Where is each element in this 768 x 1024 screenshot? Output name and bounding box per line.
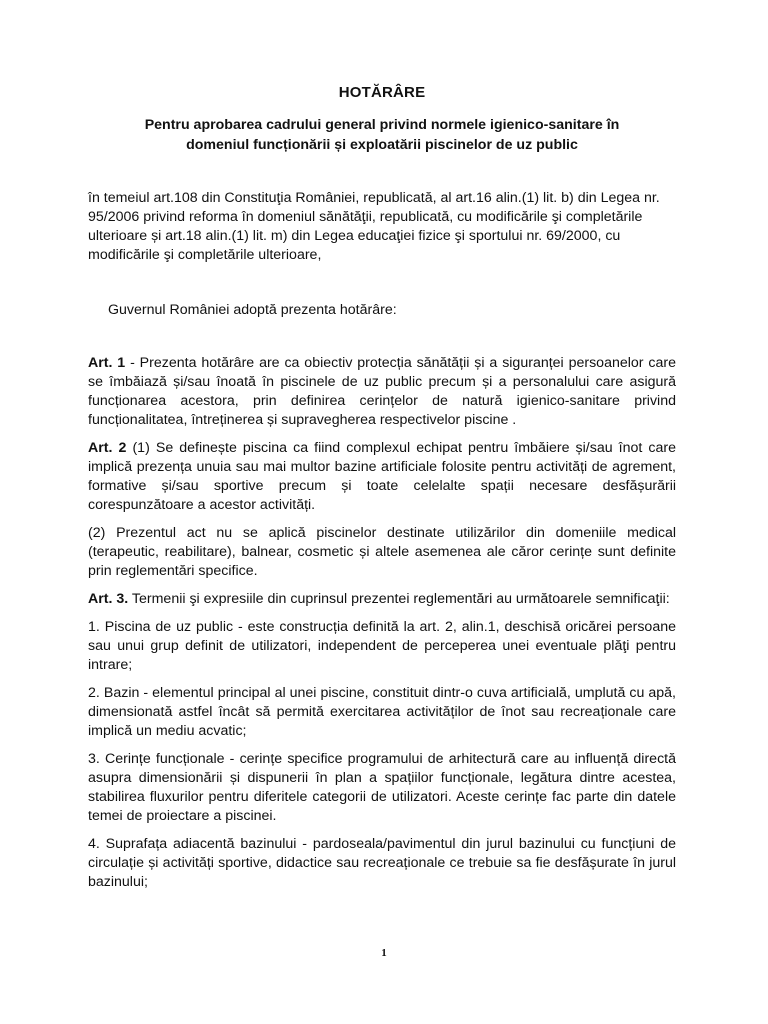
document-page <box>88 80 676 901</box>
article-2-paragraph <box>88 439 676 515</box>
paragraph-text: (1) Se definește piscina ca fiind complexul echipat pentru îmbăiere și/sau înot care implică prezența unuia sau mai multor bazine artificiale folosite pentru activități de agrement, formative și/sau sportive precum și toate celelalte spații necesare desfășurării corespunzătoare a acestor activități. <box>88 440 676 513</box>
article-2-alin-2-paragraph <box>88 524 676 581</box>
government-statement: Guvernul României adoptă prezenta hotărâre: <box>108 302 397 318</box>
preamble-paragraph: în temeiul art.108 din Constituţia României, republicată, al art.16 alin.(1) lit. b) din Legea nr. 95/2006 privind reforma în domeniul sănătăţii, republicată, cu modificările şi completările ulterioare și art.18 alin.(1) lit. m) din Legea educaţiei fizice şi sportului nr. 69/2000, cu modificările şi completările ulterioare, <box>88 190 660 263</box>
article-label: Art. 1 <box>88 355 126 371</box>
paragraph-text: 2. Bazin - elementul principal al unei piscine, constituit dintr-o cuva artificială, umplută cu apă, dimensionată astfel încât să permită exercitarea activităților de înot sau recreaționale care implică un mediu acvatic; <box>88 685 676 739</box>
paragraph-text: 4. Suprafața adiacentă bazinului - pardoseala/pavimentul din jurul bazinului cu funcțiuni de circulație și activități sportive, didactice sau recreaționale ce trebuie sa fie desfășurate în jurul bazinului; <box>88 836 676 890</box>
definition-2-paragraph <box>88 684 676 741</box>
article-label: Art. 3. <box>88 591 129 607</box>
article-3-paragraph <box>88 590 676 609</box>
paragraph-text: (2) Prezentul act nu se aplică piscinelor destinate utilizărilor din domeniile medical (terapeutic, reabilitare), balnear, cosmetic și altele asemenea ale căror cerințe sunt definite prin reglementări specifice. <box>88 525 676 579</box>
paragraph-text: 1. Piscina de uz public - este construcția definită la art. 2, alin.1, deschisă oricărei persoane sau unui grup definit de utilizatori, independent de perceperea unei eventuale plăţi pentru intrare; <box>88 619 676 673</box>
article-label: Art. 2 <box>88 440 127 456</box>
paragraph-text: Termenii şi expresiile din cuprinsul prezentei reglementări au următoarele semnificaţii: <box>128 591 670 607</box>
paragraph-text: 3. Cerințe funcționale - cerințe specifice programului de arhitectură care au influență directă asupra dimensionării și dispunerii în plan a spațiilor funcționale, legătura dintre acestea, stabilirea fluxurilor pentru diferitele categorii de utilizatori. Aceste cerințe fac parte din datele temei de proiectare a piscinei. <box>88 751 676 824</box>
definition-3-paragraph <box>88 750 676 826</box>
document-subtitle <box>88 115 676 155</box>
page-number: 1 <box>381 947 387 959</box>
document-title: HOTĂRÂRE <box>338 84 426 101</box>
subtitle-line-2: domeniul funcționării și exploatării piscinelor de uz public <box>186 137 578 153</box>
definition-4-paragraph <box>88 835 676 892</box>
definition-1-paragraph <box>88 618 676 675</box>
paragraph-text: - Prezenta hotărâre are ca obiectiv protecția sănătății și a siguranței persoanelor care se îmbăiază și/sau înoată în piscinele de uz public precum și a personalului care asigură funcționarea acestora, prin definirea cerințelor de natură igienico-sanitare privind funcționalitatea, întreținerea și supravegherea respectivelor piscine . <box>88 355 676 428</box>
subtitle-line-1: Pentru aprobarea cadrului general privind normele igienico-sanitare în <box>144 117 620 133</box>
article-1-paragraph <box>88 354 676 430</box>
